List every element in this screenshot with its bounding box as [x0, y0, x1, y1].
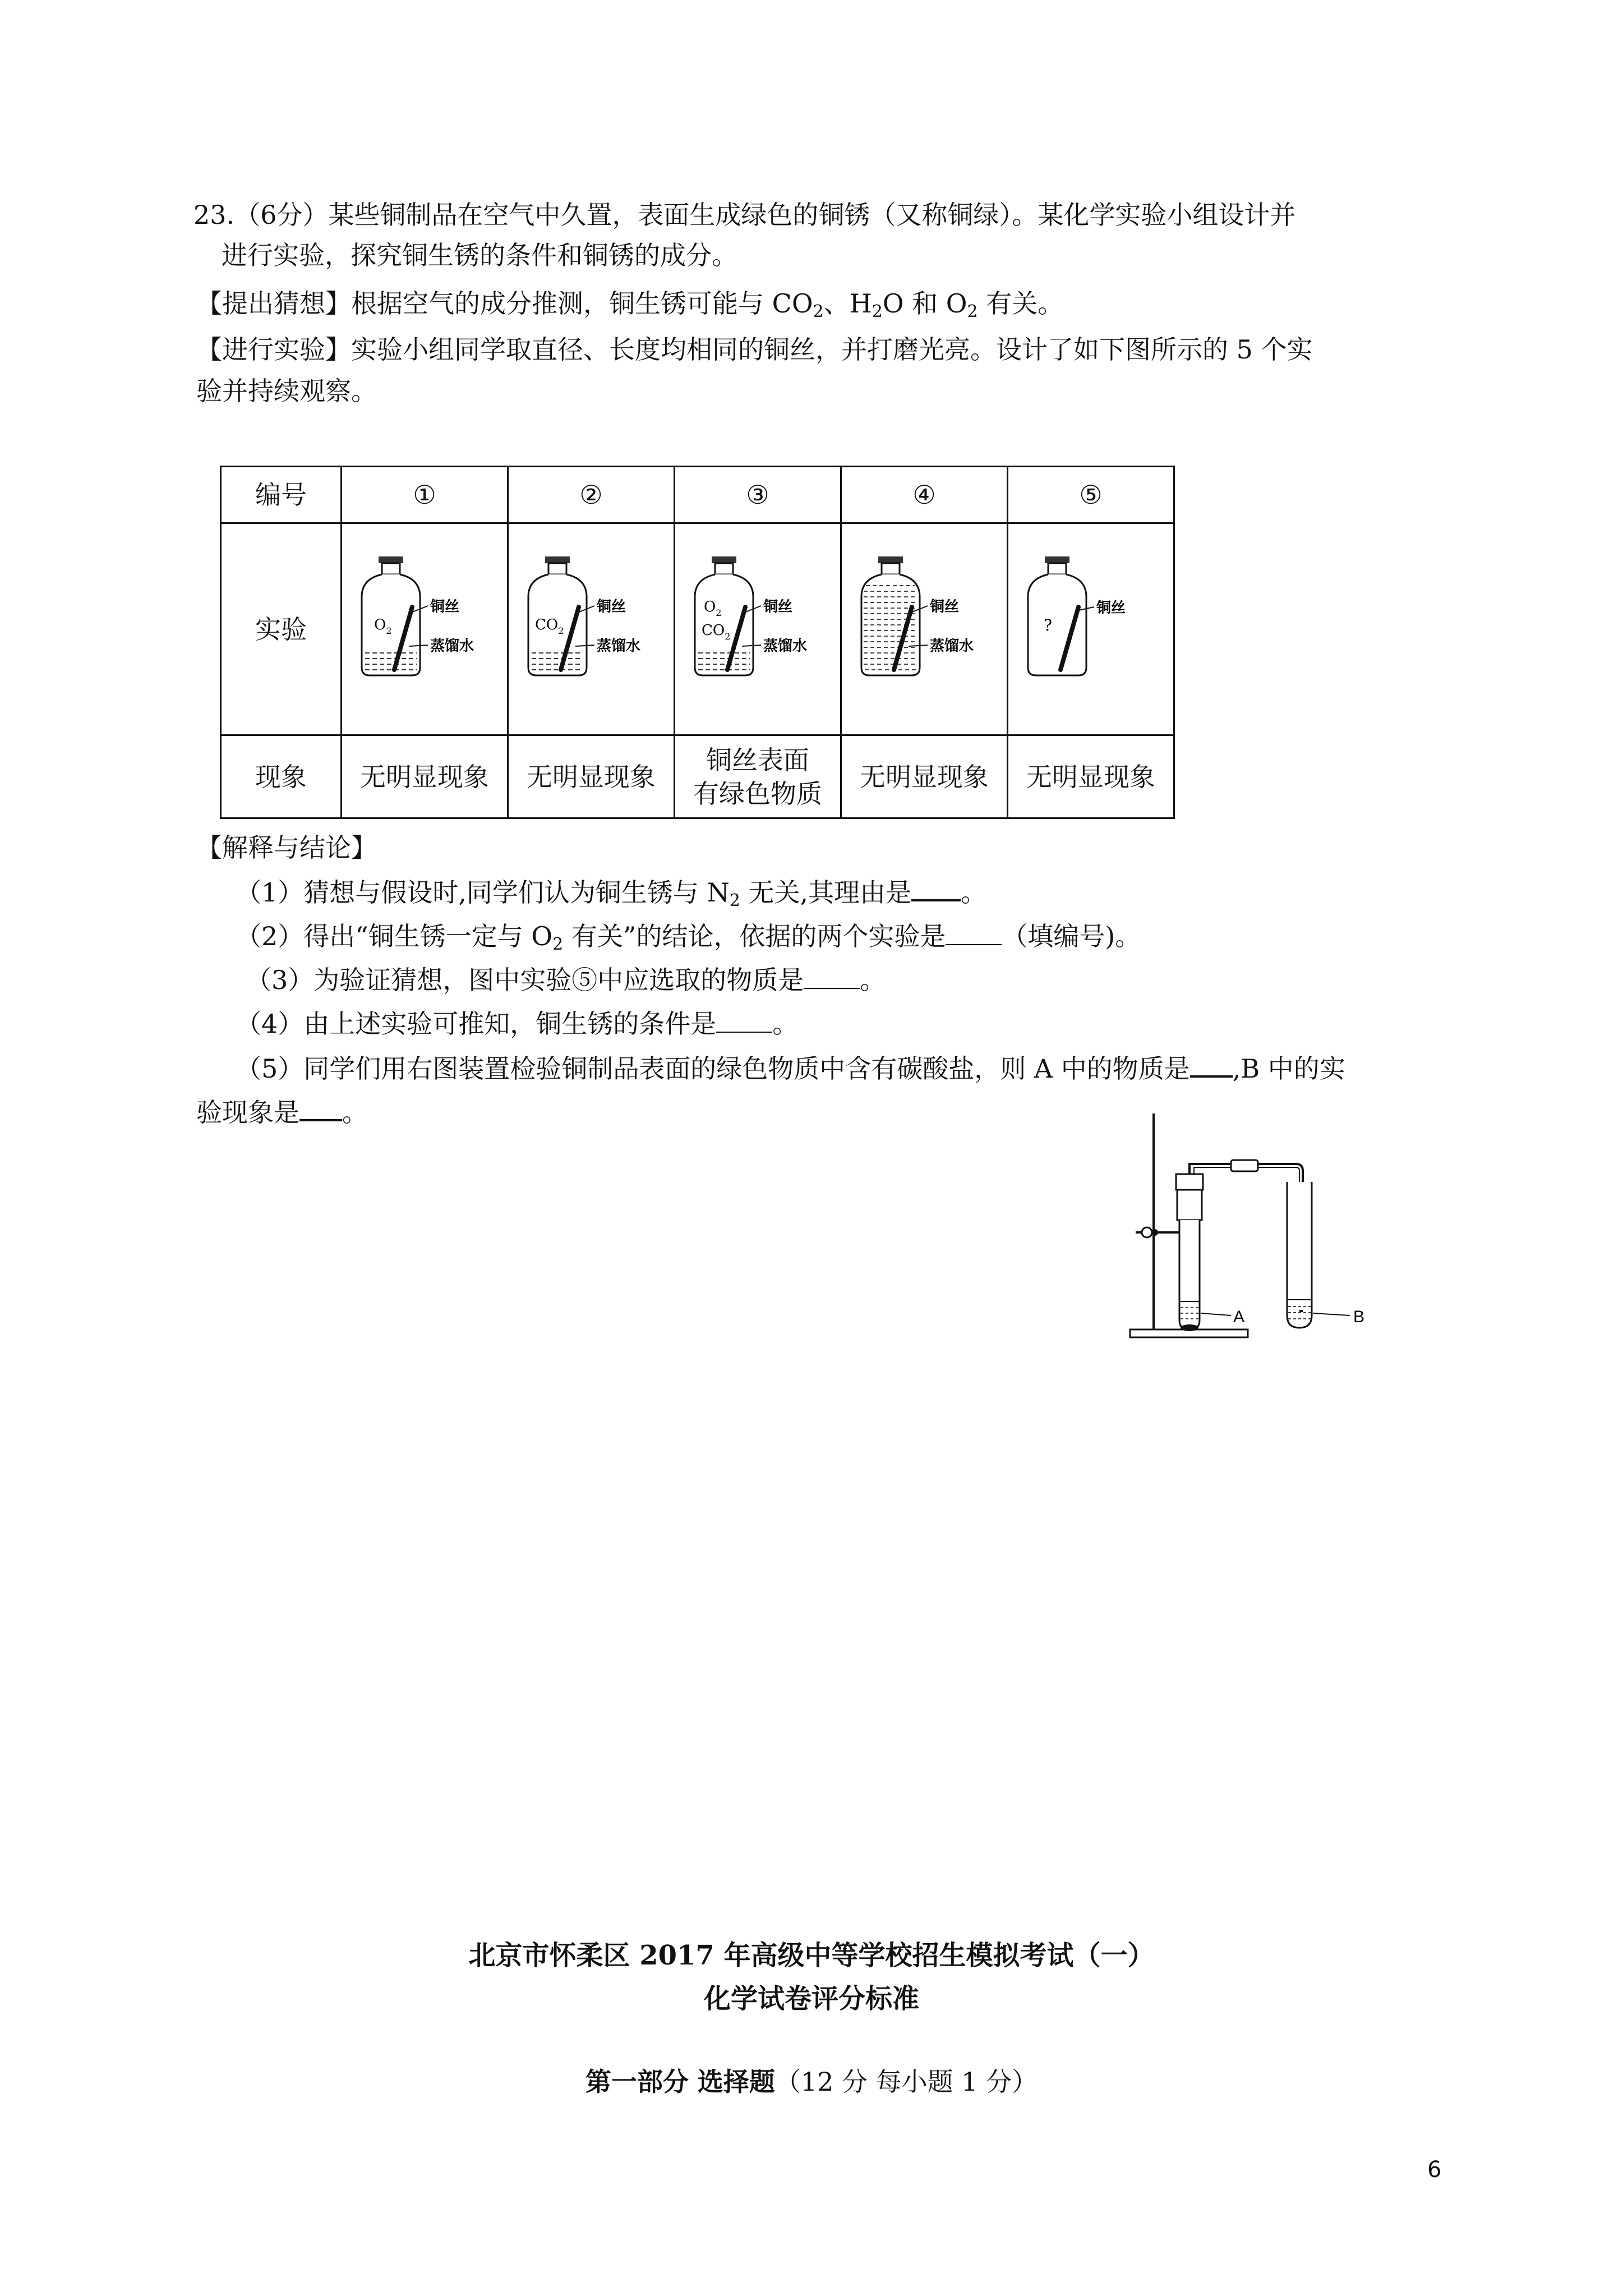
jar-1-water-label: 蒸馏水	[430, 637, 474, 655]
answer-blank-2[interactable]	[946, 922, 1002, 945]
conclusion-label: 【解释与结论】	[196, 832, 377, 863]
header-label: 编号	[221, 467, 342, 523]
jar-3-cell	[675, 523, 841, 735]
conclusion-q3: （3）为验证猜想，图中实验⑤中应选取的物质是 。	[246, 965, 886, 995]
jar-4-diagram	[846, 545, 1003, 714]
jar-5-cell	[1008, 523, 1174, 735]
jar-3-co2-label: $CO_2$	[702, 622, 731, 642]
answer-blank-1[interactable]	[911, 877, 961, 901]
jar-1-copper-label: 铜丝	[430, 598, 460, 615]
jar-5-copper-label: 铜丝	[1096, 599, 1126, 616]
table-row-phenomena	[221, 735, 1174, 818]
phenomenon-4: 无明显现象	[841, 735, 1008, 818]
phenomenon-2: 无明显现象	[508, 735, 675, 818]
jar-3-o2-label: $O_2$	[704, 598, 722, 618]
exam-title: 北京市怀柔区 2017 年高级中等学校招生模拟考试（一）	[468, 1940, 1155, 1971]
table-row-numbers	[221, 467, 1174, 523]
question-intro-line2: 进行实验，探究铜生锈的条件和铜锈的成分。	[222, 240, 737, 270]
answer-blank-5b[interactable]	[299, 1097, 342, 1121]
exp-number-4: ④	[841, 467, 1008, 523]
hypothesis-label: 【提出猜想】	[196, 288, 351, 319]
answer-blank-4[interactable]	[716, 1009, 772, 1033]
phenomenon-label: 现象	[221, 735, 342, 818]
jar-4-water-label: 蒸馏水	[930, 637, 974, 655]
experiment-line2: 验并持续观察。	[196, 376, 377, 406]
answer-blank-3[interactable]	[804, 965, 860, 989]
experiment-label-cell: 实验	[221, 523, 342, 735]
jar-2-diagram	[513, 545, 670, 714]
apparatus-diagram	[1119, 1108, 1410, 1346]
jar-5-diagram	[1012, 545, 1169, 714]
question-intro-line1: 23.（6分）某些铜制品在空气中久置，表面生成绿色的铜锈（又称铜绿）。某化学实验小组设计并	[193, 200, 1296, 230]
jar-5-question-mark: ?	[1044, 615, 1053, 634]
jar-2-copper-label: 铜丝	[597, 598, 626, 615]
jar-1-o2-label: $O_2$	[374, 616, 392, 636]
jar-4-cell	[841, 523, 1008, 735]
jar-3-diagram	[679, 545, 836, 714]
conclusion-q4: （4）由上述实验可推知，铜生锈的条件是 。	[236, 1009, 799, 1039]
jar-2-co2-label: $CO_2$	[535, 616, 564, 636]
scoring-title: 化学试卷评分标准	[703, 1983, 919, 2014]
conclusion-q2: （2）得出“铜生锈一定与 $O_2$ 有关”的结论，依据的两个实验是 （填编号)。	[236, 921, 1141, 954]
jar-1-diagram	[346, 545, 503, 714]
conclusion-q1: （1）猜想与假设时,同学们认为铜生锈与 $N_2$ 无关,其理由是 。	[236, 877, 987, 910]
conclusion-q5-cont: 验现象是 。	[196, 1097, 368, 1128]
phenomenon-5: 无明显现象	[1008, 735, 1174, 818]
exp-number-1: ①	[342, 467, 508, 523]
jar-1-cell	[342, 523, 508, 735]
jar-2-water-label: 蒸馏水	[597, 637, 641, 655]
answer-blank-5a[interactable]	[1190, 1053, 1233, 1078]
phenomenon-3: 铜丝表面 有绿色物质	[675, 735, 841, 818]
jar-3-water-label: 蒸馏水	[763, 637, 808, 655]
experiment-label: 【进行实验】	[196, 334, 351, 365]
experiment-line1: 【进行实验】实验小组同学取直径、长度均相同的铜丝，并打磨光亮。设计了如下图所示的 5 个实	[196, 334, 1313, 365]
exp-number-2: ②	[508, 467, 675, 523]
hypothesis-line: 【提出猜想】根据空气的成分推测，铜生锈可能与 $CO_2$、$H_2O$ 和 $O_2$ 有关。	[196, 288, 1064, 321]
phenomenon-1: 无明显现象	[342, 735, 508, 818]
part-one-heading: 第一部分 选择题（12 分 每小题 1 分）	[585, 2067, 1038, 2097]
conclusion-q5: （5）同学们用右图装置检验铜制品表面的绿色物质中含有碳酸盐，则 A 中的物质是 ,B 中的实	[236, 1053, 1345, 1084]
page-number: 6	[1427, 2157, 1442, 2183]
exp-number-3: ③	[675, 467, 841, 523]
exp-number-5: ⑤	[1008, 467, 1174, 523]
apparatus-label-b: B	[1353, 1308, 1365, 1326]
jar-3-copper-label: 铜丝	[763, 598, 793, 615]
table-row-experiments	[221, 523, 1174, 735]
experiment-table	[220, 466, 1175, 819]
jar-4-copper-label: 铜丝	[930, 598, 960, 615]
apparatus-label-a: A	[1233, 1308, 1245, 1326]
jar-2-cell	[508, 523, 675, 735]
